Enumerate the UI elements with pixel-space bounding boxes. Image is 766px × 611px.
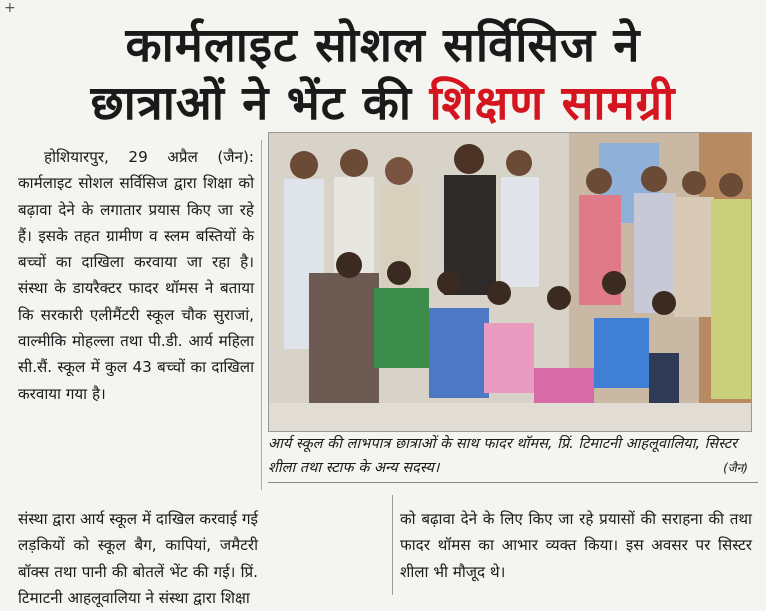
dateline: होशियारपुर, 29 अप्रैल (जैन): xyxy=(44,148,254,166)
caption-text: आर्य स्कूल की लाभपात्र छात्राओं के साथ फादर थॉमस, प्रिं. टिमाटनी आहलूवालिया, सिस्टर शीला तथा स्टाफ के अन्य सदस्य। xyxy=(268,436,738,476)
headline-line2-black: छात्राओं ने भेंट की xyxy=(90,76,413,131)
column-divider-left xyxy=(261,140,262,490)
photo-group-image xyxy=(269,133,751,431)
corner-mark: + xyxy=(4,0,16,16)
column-divider-right xyxy=(392,495,393,595)
headline-line2-red: शिक्षण सामग्री xyxy=(429,76,676,131)
body-col1: कार्मलाइट सोशल सर्विसिज द्वारा शिक्षा को बढ़ावा देने के लगातार प्रयास किए जा रहे हैं। इसके तहत ग्रामीण व स्लम बस्तियों के बच्चों का दाखिला करवाया जा रहा है। संस्था के डायरैक्टर फादर थॉमस ने बताया कि सरकारी एलीमैंटरी स्कूल चौक सुराजां, वाल्मीकि मोहल्ला तथा पी.डी. आर्य महिला सी.सैं. स्कूल में कुल 43 बच्चों का दाखिला करवाया गया है। xyxy=(18,174,254,403)
article-column-2 xyxy=(18,506,390,611)
body-col2: संस्था द्वारा आर्य स्कूल में दाखिल करवाई गई लड़कियों को स्कूल बैग, कापियां, जमैटरी बॉक्स तथा पानी की बोतलें भेंट की गई। प्रिं. टिमाटनी आहलूवालिया ने संस्था द्वारा शिक्षा xyxy=(18,510,258,607)
news-photo xyxy=(268,132,752,432)
headline-line2 xyxy=(0,76,766,131)
caption-rule xyxy=(268,482,758,483)
photo-caption xyxy=(268,432,758,480)
caption-source: (जैन) xyxy=(723,461,748,475)
article-column-3: को बढ़ावा देने के लिए किए जा रहे प्रयासों की सराहना की तथा फादर थॉमस का आभार व्यक्त किया। इस अवसर पर सिस्टर शीला भी मौजूद थे। xyxy=(400,510,752,581)
headline-line1: कार्मलाइट सोशल सर्विसिज ने xyxy=(125,18,641,73)
article-column-1 xyxy=(18,144,254,407)
